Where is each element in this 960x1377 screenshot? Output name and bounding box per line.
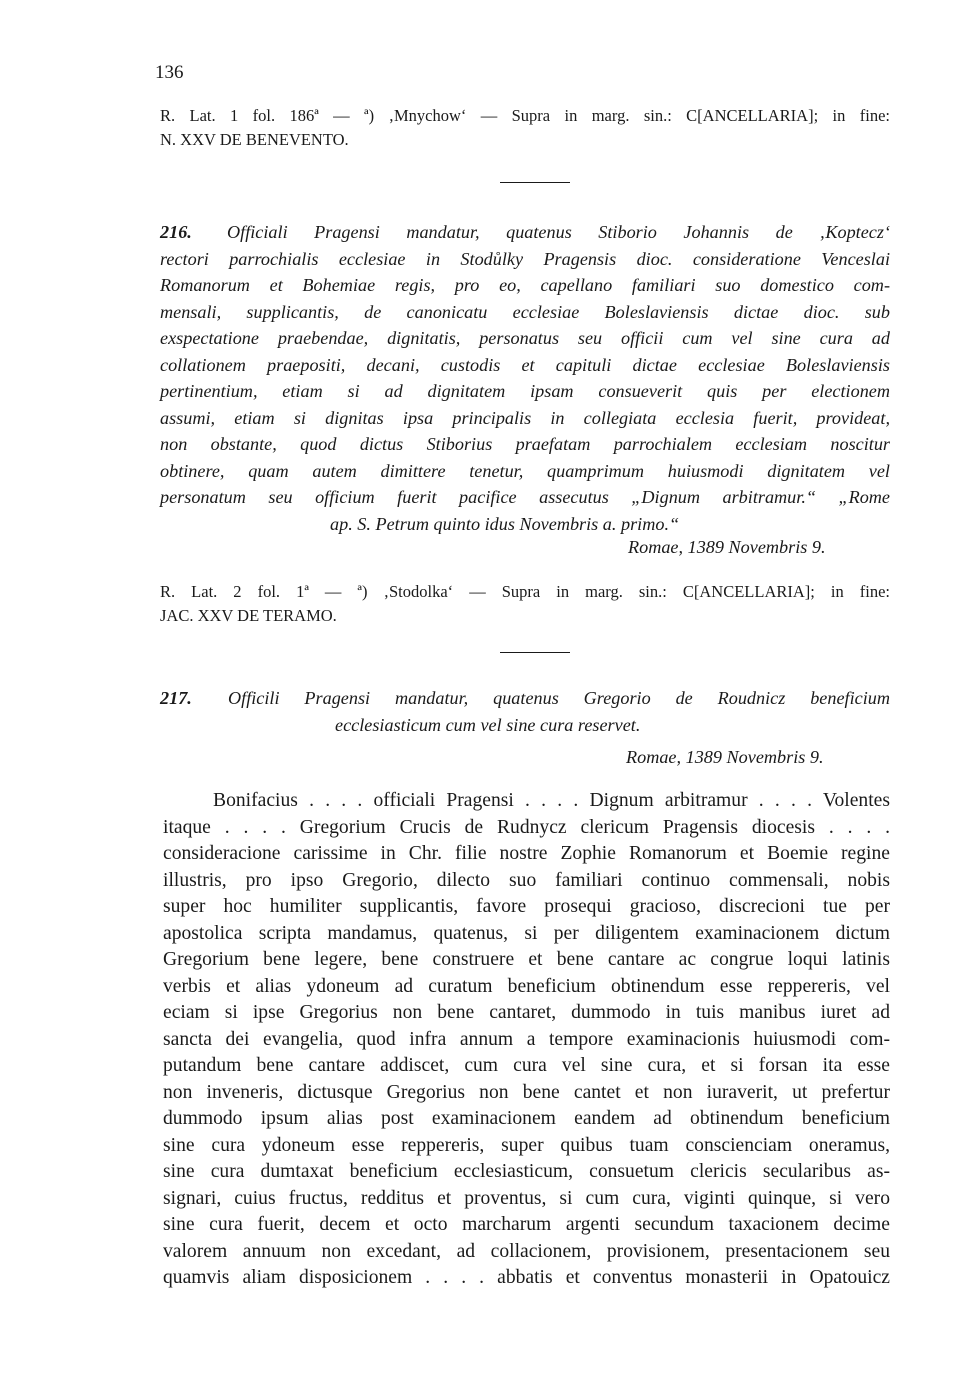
entry-text-line: personatum seu officium fuerit pacifice assecutus „Dignum arbitramur.“ „Rome bbox=[160, 487, 890, 507]
page-number: 136 bbox=[155, 62, 184, 83]
entry-body-line: quamvis aliam disposicionem . . . . abbatis et conventus monasterii in Opatouicz bbox=[163, 1267, 890, 1288]
entry-217-date: Romae, 1389 Novembris 9. bbox=[626, 747, 824, 767]
entry-body-line: eciam si ipse Gregorius non bene cantaret, dummodo in tuis manibus iuret ad bbox=[163, 1002, 890, 1023]
entry-body-line: sine cura ydoneum esse reppereris, super quibus tuam conscienciam oneramus, bbox=[163, 1134, 890, 1156]
entry-body-line: verbis et alias ydoneum ad curatum beneficium obtinendum esse reppereris, vel bbox=[163, 975, 890, 997]
entry-body-line: sancta dei evangelia, quod infra annum a tempore examinacionis huiusmodi com- bbox=[163, 1028, 890, 1050]
entry-body-line: non inveneris, dictusque Gregorius non bene cantet et non iuraverit, ut prefertur bbox=[163, 1081, 890, 1103]
footnote-line: R. Lat. 1 fol. 186ª — ª) ‚Mnychow‘ — Supra in marg. sin.: C[ANCELLARIA]; in fine: bbox=[160, 106, 890, 125]
entry-body-line: putandum bene cantare addiscet, cum cura vel sine cura, et si forsan ita esse bbox=[163, 1055, 890, 1076]
footnote-line: N. XXV DE BENEVENTO. bbox=[160, 130, 349, 149]
separator-rule bbox=[500, 182, 570, 183]
entry-text-line: collationem praepositi, decani, custodis et capituli dictae ecclesiae Boleslaviensis bbox=[160, 354, 890, 375]
entry-body-line: Gregorium bene legere, bene construere et bene cantare ac congrue loqui latinis bbox=[163, 949, 890, 970]
entry-body-line: dummodo ipsum alias post examinacionem eandem ad obtinendum beneficium bbox=[163, 1108, 890, 1129]
entry-body-line: signari, cuius fructus, redditus et proventus, si cum cura, viginti quinque, si vero bbox=[163, 1187, 890, 1209]
entry-text-line: obtinere, quam autem dimittere tenetur, quamprimum huiusmodi dignitatem vel bbox=[160, 460, 890, 481]
entry-text-line: rectori parrochialis ecclesiae in Stodůlky Pragensis dioc. consideratione Venceslai bbox=[160, 248, 890, 269]
separator-rule bbox=[500, 652, 570, 653]
entry-heading-line: ecclesiasticum cum vel sine cura reservet. bbox=[335, 715, 641, 735]
entry-216-date: Romae, 1389 Novembris 9. bbox=[628, 537, 826, 557]
entry-body-line: valorem annuum non excedant, ad collacionem, provisionem, presentacionem seu bbox=[163, 1240, 890, 1262]
entry-text-line: assumi, etiam si dignitas ipsa principalis in collegiata ecclesia fuerit, provideat, bbox=[160, 407, 890, 428]
entry-heading-line: Officili Pragensi mandatur, quatenus Gregorio de Roudnicz beneficium bbox=[228, 688, 890, 708]
entry-body-line: sine cura fuerit, decem et octo marcharum argenti secundum taxacionem decime bbox=[163, 1214, 890, 1235]
entry-body-line: apostolica scripta mandamus, quatenus, si per diligentem examinacionem dictum bbox=[163, 922, 890, 944]
entry-number: 217. bbox=[160, 688, 192, 708]
entry-body-line: Bonifacius . . . . officiali Pragensi . . . . Dignum arbitramur . . . . Volentes bbox=[213, 790, 890, 811]
entry-text-line: mensali, supplicantis, de canonicatu ecclesiae Boleslaviensis dictae dioc. sub bbox=[160, 301, 890, 322]
entry-text-line: exspectatione praebendae, dignitatis, personatus seu officii cum vel sine cura ad bbox=[160, 328, 890, 348]
entry-body-line: super hoc humiliter supplicantis, favore prosequi gracioso, discrecioni tue per bbox=[163, 896, 890, 917]
entry-text-line: non obstante, quod dictus Stiborius praefatam parrochialem ecclesiam noscitur bbox=[160, 434, 890, 454]
entry-text-line: ap. S. Petrum quinto idus Novembris a. primo.“ bbox=[330, 513, 680, 534]
entry-body-line: consideracione carissime in Chr. filie nostre Zophie Romanorum et Boemie regine bbox=[163, 843, 890, 864]
entry-body-line: illustris, pro ipso Gregorio, dilecto suo familiari continuo commensali, nobis bbox=[163, 869, 890, 891]
entry-text-line: Officiali Pragensi mandatur, quatenus Stiborio Johannis de ‚Koptecz‘ bbox=[227, 222, 890, 242]
entry-text-line: pertinentium, etiam si ad dignitatem ipsam consueverit quis per electionem bbox=[160, 381, 890, 401]
entry-body-line: itaque . . . . Gregorium Crucis de Rudnycz clericum Pragensis diocesis . . . . bbox=[163, 816, 890, 838]
footnote-line: R. Lat. 2 fol. 1ª — ª) ‚Stodolka‘ — Supra in marg. sin.: C[ANCELLARIA]; in fine: bbox=[160, 582, 890, 601]
entry-number: 216. bbox=[160, 222, 192, 242]
entry-body-line: sine cura dumtaxat beneficium ecclesiasticum, consuetum clericis secularibus as- bbox=[163, 1161, 890, 1182]
entry-text-line: Romanorum et Bohemiae regis, pro eo, capellano familiari suo domestico com- bbox=[160, 275, 890, 295]
footnote-line: JAC. XXV DE TERAMO. bbox=[160, 606, 337, 625]
